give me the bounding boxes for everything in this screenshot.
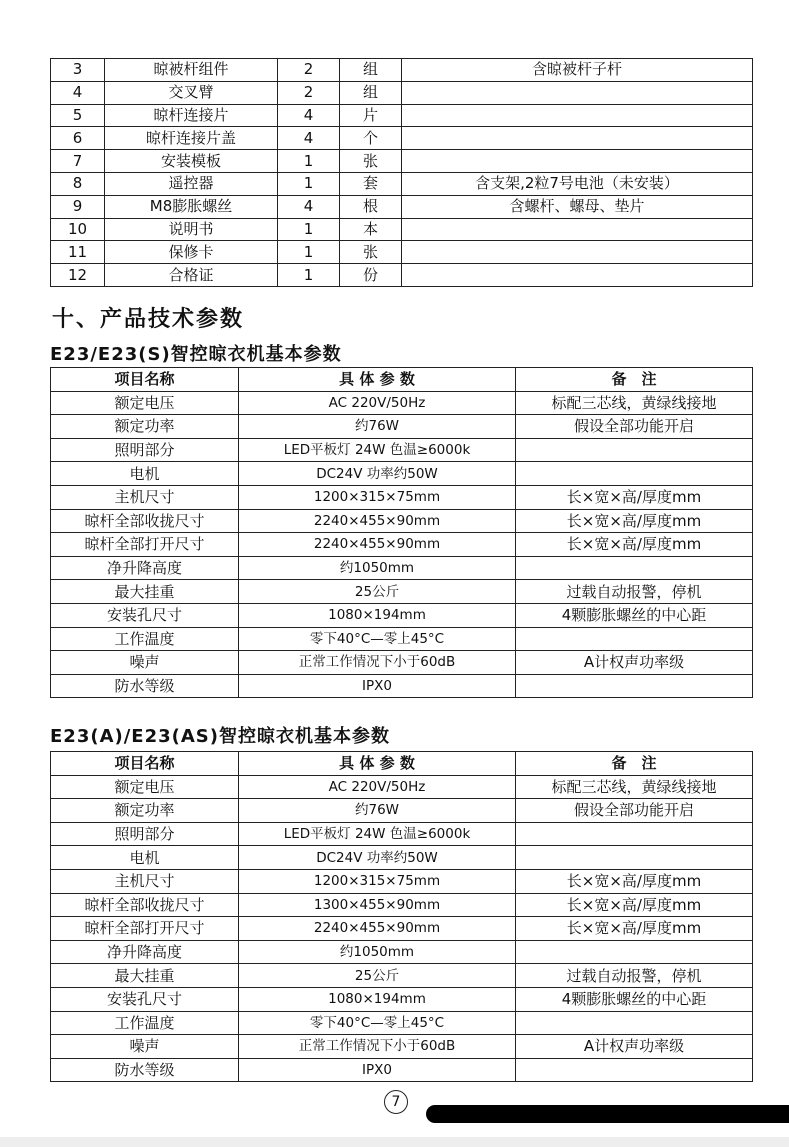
parts-cell-note [402,218,753,241]
spec2-cell-value: 1080×194mm [239,987,516,1011]
spec1-row [51,556,753,580]
parts-cell-qty: 4 [278,127,340,150]
spec1-row [51,674,753,698]
spec2-row [51,869,753,893]
spec1-cell-name: 电机 [51,462,239,486]
spec1-header-name: 项目名称 [51,368,239,392]
spec2-table [50,751,753,1082]
spec1-cell-name: 安装孔尺寸 [51,603,239,627]
spec2-cell-value: IPX0 [239,1058,516,1082]
spec2-cell-note [516,846,753,870]
spec1-cell-value: 25公斤 [239,580,516,604]
spec2-cell-value: 正常工作情况下小于60dB [239,1035,516,1059]
parts-cell-unit: 张 [340,150,402,173]
parts-row [51,127,753,150]
spec1-cell-name: 净升降高度 [51,556,239,580]
parts-cell-unit: 张 [340,241,402,264]
spec1-cell-name: 最大挂重 [51,580,239,604]
spec1-cell-note [516,556,753,580]
parts-cell-unit: 组 [340,81,402,104]
spec1-cell-value: 1080×194mm [239,603,516,627]
spec1-cell-value: 1200×315×75mm [239,485,516,509]
spec1-cell-note [516,462,753,486]
spec1-cell-name: 主机尺寸 [51,485,239,509]
spec2-cell-name: 电机 [51,846,239,870]
spec1-header-value: 具 体 参 数 [239,368,516,392]
spec1-cell-note: 过载自动报警，停机 [516,580,753,604]
parts-cell-qty: 2 [278,81,340,104]
spec2-cell-name: 防水等级 [51,1058,239,1082]
spec2-row [51,893,753,917]
parts-cell-unit: 片 [340,104,402,127]
spec1-cell-note [516,438,753,462]
parts-cell-no: 5 [51,104,105,127]
parts-cell-note [402,264,753,287]
parts-cell-note [402,241,753,264]
home-indicator-bar[interactable] [426,1105,789,1123]
spec2-row [51,1035,753,1059]
parts-cell-note [402,127,753,150]
spec2-cell-name: 晾杆全部打开尺寸 [51,917,239,941]
parts-cell-unit: 根 [340,195,402,218]
parts-cell-name: 说明书 [105,218,278,241]
parts-cell-note [402,81,753,104]
spec1-row [51,533,753,557]
spec1-cell-note: A计权声功率级 [516,651,753,675]
parts-cell-no: 10 [51,218,105,241]
spec2-cell-name: 工作温度 [51,1011,239,1035]
spec1-cell-note: 标配三芯线，黄绿线接地 [516,391,753,415]
spec2-cell-value: 零下40°C—零上45°C [239,1011,516,1035]
parts-row [51,172,753,195]
spec1-cell-value: 2240×455×90mm [239,533,516,557]
spec2-cell-note [516,1011,753,1035]
parts-cell-name: 晾杆连接片盖 [105,127,278,150]
parts-cell-no: 4 [51,81,105,104]
spec1-cell-name: 照明部分 [51,438,239,462]
parts-cell-name: 晾杆连接片 [105,104,278,127]
parts-row [51,59,753,82]
spec2-cell-note [516,1058,753,1082]
spec2-cell-value: 1300×455×90mm [239,893,516,917]
spec2-header-note: 备 注 [516,752,753,776]
parts-cell-note [402,104,753,127]
spec1-cell-name: 额定电压 [51,391,239,415]
spec1-cell-note: 4颗膨胀螺丝的中心距 [516,603,753,627]
spec2-cell-note [516,822,753,846]
spec1-cell-name: 晾杆全部收拢尺寸 [51,509,239,533]
parts-cell-name: M8膨胀螺丝 [105,195,278,218]
spec1-cell-name: 工作温度 [51,627,239,651]
spec1-row [51,415,753,439]
parts-row [51,150,753,173]
spec1-cell-value: AC 220V/50Hz [239,391,516,415]
spec1-cell-name: 晾杆全部打开尺寸 [51,533,239,557]
spec2-title: E23(A)/E23(AS)智控晾衣机基本参数 [50,726,390,747]
spec2-cell-name: 安装孔尺寸 [51,987,239,1011]
spec1-cell-name: 噪声 [51,651,239,675]
spec2-cell-note: 长×宽×高/厚度mm [516,917,753,941]
spec1-header [51,368,753,392]
spec2-row [51,1011,753,1035]
spec2-cell-name: 主机尺寸 [51,869,239,893]
spec2-cell-note: A计权声功率级 [516,1035,753,1059]
spec2-cell-value: 约76W [239,799,516,823]
spec1-row [51,651,753,675]
spec2-row [51,940,753,964]
parts-cell-qty: 1 [278,218,340,241]
parts-cell-unit: 份 [340,264,402,287]
spec1-row [51,580,753,604]
spec2-header [51,752,753,776]
parts-cell-qty: 4 [278,104,340,127]
spec2-row [51,917,753,941]
page-number: 7 [384,1090,408,1114]
spec1-table [50,367,753,698]
spec2-cell-note: 过载自动报警，停机 [516,964,753,988]
spec2-row [51,964,753,988]
parts-cell-no: 7 [51,150,105,173]
parts-cell-qty: 1 [278,172,340,195]
spec2-cell-note [516,940,753,964]
parts-row [51,81,753,104]
bottom-strip [0,1137,789,1147]
spec2-cell-value: LED平板灯 24W 色温≥6000k [239,822,516,846]
spec2-cell-value: AC 220V/50Hz [239,775,516,799]
parts-list-body [51,59,753,287]
spec1-row [51,509,753,533]
spec1-cell-note [516,674,753,698]
parts-cell-note: 含支架,2粒7号电池（未安装） [402,172,753,195]
spec1-cell-name: 额定功率 [51,415,239,439]
parts-cell-name: 晾被杆组件 [105,59,278,82]
spec2-row [51,822,753,846]
spec2-cell-name: 额定电压 [51,775,239,799]
spec2-cell-name: 最大挂重 [51,964,239,988]
spec1-cell-note: 假设全部功能开启 [516,415,753,439]
parts-cell-qty: 4 [278,195,340,218]
parts-cell-name: 保修卡 [105,241,278,264]
spec1-cell-value: 约76W [239,415,516,439]
spec2-cell-name: 净升降高度 [51,940,239,964]
spec2-cell-note: 假设全部功能开启 [516,799,753,823]
spec2-cell-value: 2240×455×90mm [239,917,516,941]
parts-cell-name: 遥控器 [105,172,278,195]
spec2-cell-value: DC24V 功率约50W [239,846,516,870]
spec2-cell-name: 噪声 [51,1035,239,1059]
parts-cell-no: 12 [51,264,105,287]
spec1-body [51,391,753,698]
spec1-cell-value: LED平板灯 24W 色温≥6000k [239,438,516,462]
parts-cell-note [402,150,753,173]
spec2-cell-note: 4颗膨胀螺丝的中心距 [516,987,753,1011]
parts-cell-no: 8 [51,172,105,195]
parts-cell-note: 含螺杆、螺母、垫片 [402,195,753,218]
spec2-cell-value: 25公斤 [239,964,516,988]
parts-cell-name: 交叉臂 [105,81,278,104]
parts-cell-unit: 组 [340,59,402,82]
parts-cell-qty: 1 [278,241,340,264]
spec2-body [51,775,753,1082]
spec1-row [51,627,753,651]
spec1-cell-note [516,627,753,651]
spec1-title: E23/E23(S)智控晾衣机基本参数 [50,344,342,365]
spec2-header-name: 项目名称 [51,752,239,776]
parts-cell-qty: 1 [278,150,340,173]
spec2-row [51,987,753,1011]
parts-row [51,264,753,287]
parts-cell-name: 安装模板 [105,150,278,173]
section-title: 十、产品技术参数 [52,307,245,332]
spec1-cell-value: DC24V 功率约50W [239,462,516,486]
spec1-cell-note: 长×宽×高/厚度mm [516,509,753,533]
parts-cell-unit: 套 [340,172,402,195]
spec2-cell-note: 标配三芯线，黄绿线接地 [516,775,753,799]
spec1-cell-value: 零下40°C—零上45°C [239,627,516,651]
parts-cell-qty: 2 [278,59,340,82]
parts-row [51,195,753,218]
parts-cell-qty: 1 [278,264,340,287]
parts-cell-no: 9 [51,195,105,218]
parts-cell-unit: 本 [340,218,402,241]
parts-list-table [50,58,753,287]
spec1-row [51,391,753,415]
spec1-row [51,485,753,509]
parts-cell-note: 含晾被杆子杆 [402,59,753,82]
spec2-row [51,799,753,823]
parts-cell-no: 11 [51,241,105,264]
parts-cell-name: 合格证 [105,264,278,287]
spec1-cell-value: IPX0 [239,674,516,698]
spec2-cell-note: 长×宽×高/厚度mm [516,869,753,893]
spec1-cell-note: 长×宽×高/厚度mm [516,485,753,509]
spec1-row [51,462,753,486]
parts-cell-no: 3 [51,59,105,82]
spec1-cell-value: 正常工作情况下小于60dB [239,651,516,675]
spec2-header-value: 具 体 参 数 [239,752,516,776]
parts-row [51,241,753,264]
parts-row [51,218,753,241]
parts-cell-no: 6 [51,127,105,150]
parts-cell-unit: 个 [340,127,402,150]
spec1-header-note: 备 注 [516,368,753,392]
spec1-row [51,603,753,627]
spec1-cell-note: 长×宽×高/厚度mm [516,533,753,557]
spec2-row [51,775,753,799]
spec1-cell-value: 2240×455×90mm [239,509,516,533]
parts-row [51,104,753,127]
spec1-cell-value: 约1050mm [239,556,516,580]
spec2-row [51,846,753,870]
spec1-row [51,438,753,462]
spec2-cell-value: 1200×315×75mm [239,869,516,893]
spec2-cell-name: 照明部分 [51,822,239,846]
spec2-cell-name: 晾杆全部收拢尺寸 [51,893,239,917]
spec2-cell-note: 长×宽×高/厚度mm [516,893,753,917]
spec1-cell-name: 防水等级 [51,674,239,698]
spec2-cell-value: 约1050mm [239,940,516,964]
spec2-cell-name: 额定功率 [51,799,239,823]
spec2-row [51,1058,753,1082]
